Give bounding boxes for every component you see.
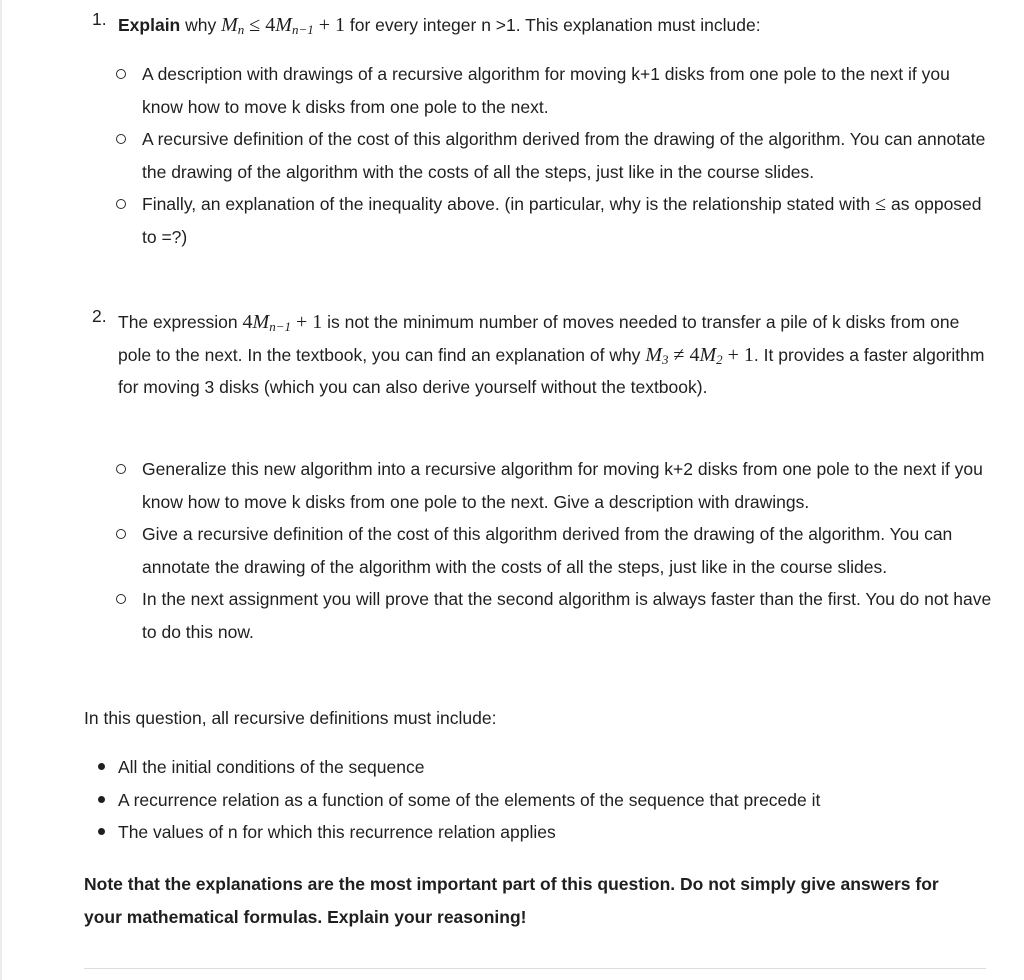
requirements-intro: In this question, all recursive definitions must include: [84, 708, 497, 728]
le-symbol: ≤ [875, 193, 887, 215]
disc-bullet-icon [98, 828, 105, 835]
list-item: A recurrence relation as a function of some of the elements of the sequence that precede it [118, 784, 968, 817]
circle-bullet-icon [116, 594, 126, 604]
list-item: A description with drawings of a recursive algorithm for moving k+1 disks from one pole to the next if you know how to move k disks from one pole to the next. [142, 58, 992, 123]
text-why: why [185, 15, 217, 35]
question-1-subitems [142, 58, 992, 253]
circle-bullet-icon [116, 464, 126, 474]
question-number: 1. [92, 9, 107, 29]
note-text: Note that the explanations are the most important part of this question. Do not simply give answers for your mathematical formulas. Explain your reasoning! [84, 874, 939, 927]
formula-4mn1: $4M_{n-1} + 1$ [242, 311, 323, 334]
explain-lead: Explain [118, 15, 181, 35]
question-1-text [118, 9, 988, 42]
requirements-list [118, 751, 968, 849]
disc-bullet-icon [98, 763, 105, 770]
list-item: In the next assignment you will prove that the second algorithm is always faster than the first. You do not have to do this now. [142, 583, 992, 648]
text-rest: for every integer n >1. This explanation must include: [349, 15, 761, 35]
circle-bullet-icon [116, 199, 126, 209]
formula-mn-inequality: $M_n \le 4M_{n-1} + 1$ [221, 14, 346, 37]
list-item: Finally, an explanation of the inequality above. (in particular, why is the relationship stated with ≤ as opposed to =?) [142, 188, 992, 253]
circle-bullet-icon [116, 529, 126, 539]
list-item: Generalize this new algorithm into a recursive algorithm for moving k+2 disks from one pole to the next if you know how to move k disks from one pole to the next. Give a description with drawings. [142, 453, 992, 518]
list-item: All the initial conditions of the sequence [118, 751, 968, 784]
disc-bullet-icon [98, 796, 105, 803]
horizontal-divider [84, 968, 986, 969]
question-number: 2. [92, 306, 107, 326]
list-item: The values of n for which this recurrence relation applies [118, 816, 968, 849]
circle-bullet-icon [116, 134, 126, 144]
circle-bullet-icon [116, 69, 126, 79]
list-item: A recursive definition of the cost of this algorithm derived from the drawing of the algorithm. You can annotate the drawing of the algorithm with the costs of all the steps, just like in the course slides. [142, 123, 992, 188]
formula-m3-neq: $M_3 \ne 4M_2 + 1$ [645, 343, 754, 367]
list-item: Give a recursive definition of the cost of this algorithm derived from the drawing of the algorithm. You can annotate the drawing of the algorithm with the costs of all the steps, just like in the course slides. [142, 518, 992, 583]
left-border [0, 0, 2, 980]
question-2-subitems [142, 453, 992, 648]
question-2-text: The expression $4M_{n-1} + 1$ is not the minimum number of moves needed to transfer a pile of k disks from one pole to the next. In the textbook, you can find an explanation of why $M_3 \ne 4M_2 + 1$. It provides a faster algorithm for moving 3 disks (which you can also derive yourself without the textbook). [118, 311, 985, 397]
